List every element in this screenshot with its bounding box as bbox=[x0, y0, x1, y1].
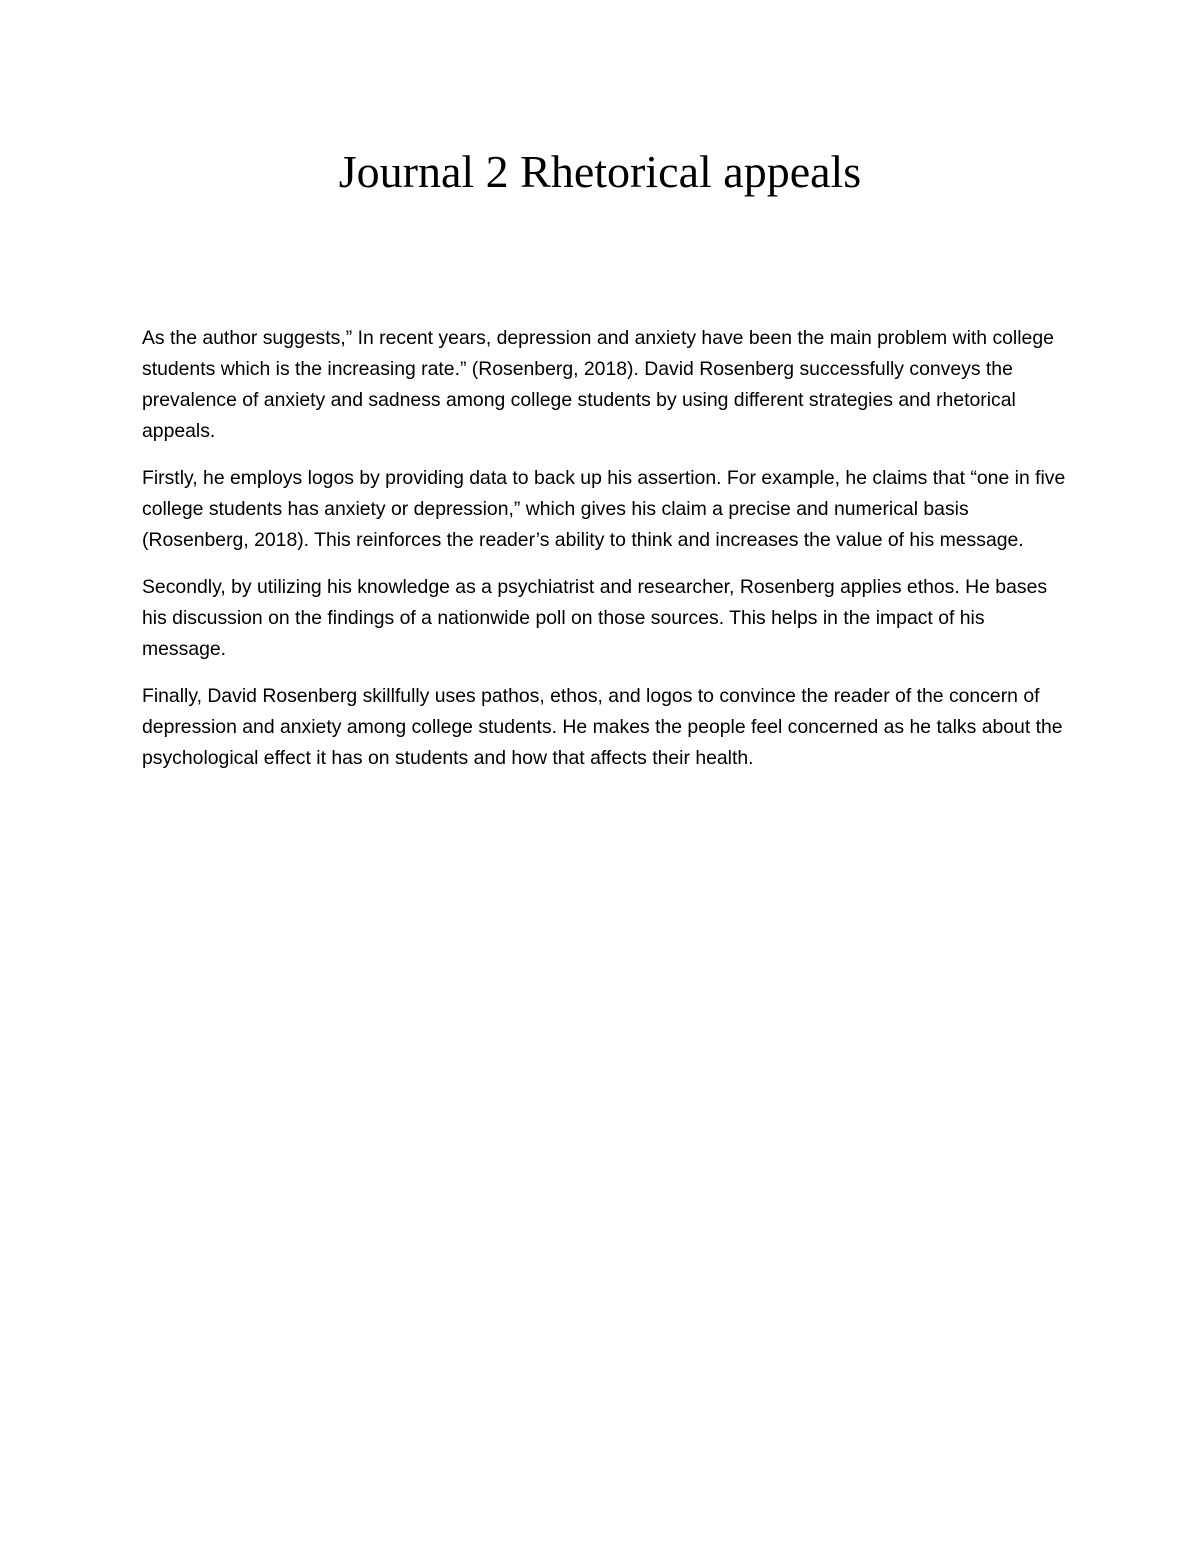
paragraph-introduction: As the author suggests,” In recent years, depression and anxiety have been the main problem with college students which is the increasing rate.” (Rosenberg, 2018). David Rosenberg successfully conveys the prevalence of anxiety and sadness among college students by using different strategies and rhetorical appeals. bbox=[142, 327, 1054, 442]
document-body bbox=[142, 323, 1072, 790]
paragraph-ethos: Secondly, by utilizing his knowledge as a psychiatrist and researcher, Rosenberg applies ethos. He bases his discussion on the findings of a nationwide poll on those sources. This helps in the impact of his message. bbox=[142, 576, 1048, 660]
document-title: Journal 2 Rhetorical appeals bbox=[338, 146, 862, 197]
paragraph-conclusion: Finally, David Rosenberg skillfully uses pathos, ethos, and logos to convince the reader of the concern of depression and anxiety among college students. He makes the people feel concerned as he talks about the psychological effect it has on students and how that affects their health. bbox=[142, 685, 1063, 769]
paragraph-logos: Firstly, he employs logos by providing data to back up his assertion. For example, he claims that “one in five college students has anxiety or depression,” which gives his claim a precise and numerical basis (Rosenberg, 2018). This reinforces the reader’s ability to think and increases the value of his message. bbox=[142, 467, 1066, 551]
